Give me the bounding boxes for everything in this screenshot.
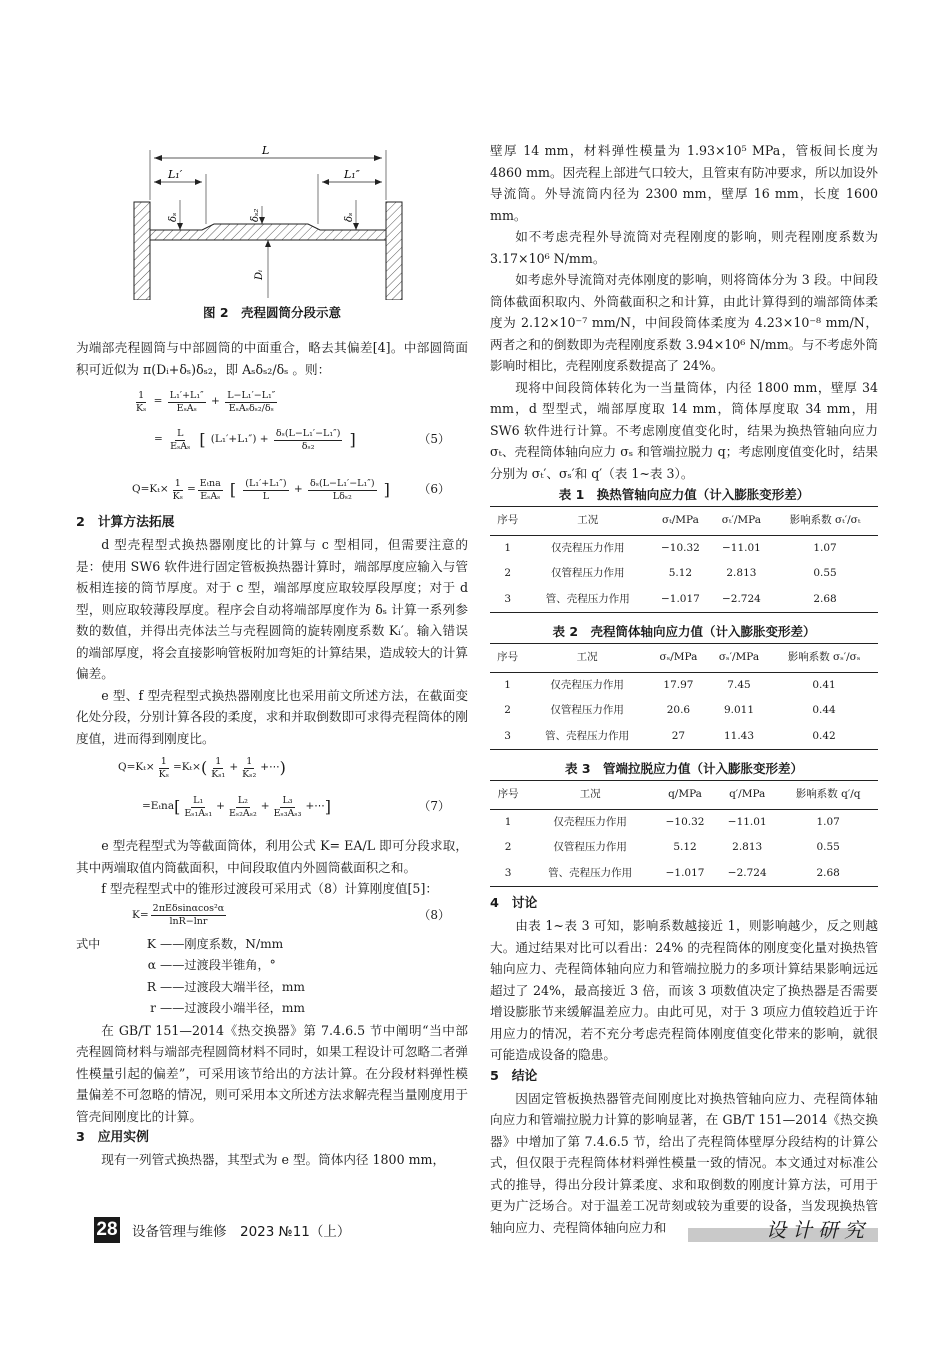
right-tubesheet — [386, 202, 402, 300]
dim-Di: Dᵢ — [254, 269, 265, 280]
table-header: σₜ′/MPa — [711, 507, 772, 536]
table-header: q/MPa — [654, 781, 716, 810]
table-row: 2 仅管程压力作用 5.12 2.813 0.55 — [504, 567, 837, 579]
section-2-heading: 2 计算方法拓展 — [76, 515, 175, 530]
left-p5: 在 GB/T 151—2014《热交换器》第 7.4.6.5 节中阐明“当中部壳程圆筒材料与端部壳程圆筒材料不同时，如果工程设计可忽略二者弹性模量引起的偏差”，可采用该节给出的方法计算。在分段材料弹性模量偏差不可忽略的情况，则可采用本文所述方法求解壳程当量刚度用于管壳间刚度比的计算。 — [76, 1022, 468, 1124]
right-p2: 如不考虑壳程外导流筒对壳程刚度的影响，则壳程刚度系数为 3.17×10⁶ N/mm。 — [490, 229, 878, 266]
symbol: r — [150, 1001, 156, 1015]
left-p4a: e 型壳程型式为等截面筒体，利用公式 K= EA/L 即可分段求取，其中两端取值内筒截面积，中间段取值内外圆筒截面积之和。 — [76, 838, 468, 875]
table-row: 2 仅管程压力作用 5.12 2.813 0.55 — [504, 841, 840, 853]
table-row: 1 仅壳程压力作用 −10.32 −11.01 1.07 — [504, 541, 837, 554]
shell-segment-figure — [76, 140, 468, 300]
figure-caption: 图 2 壳程圆筒分段示意 — [202, 305, 342, 320]
right-p4: 现将中间段筒体转化为一当量筒体，内径 1800 mm，壁厚 34 mm，d 型型式，端部厚度取 14 mm，筒体厚度取 34 mm，用 SW6 软件进行计算。不考虑刚度值变化时，结果为换热管轴向应力 σₜ、壳程筒体轴向应力 σₛ 和管端拉脱力 q；考虑刚度值变化时，结果分别为 σₜ′、σₛ′和 q′（表 1~表 3）。 — [490, 379, 878, 481]
table-header: 工况 — [526, 781, 654, 810]
table-header: σₛ′/MPa — [708, 644, 770, 673]
table-header: σₛ/MPa — [649, 644, 708, 673]
section-banner — [688, 1214, 878, 1244]
table-2 — [490, 643, 878, 750]
symbol: α — [147, 958, 156, 972]
table2-caption: 表 2 壳程筒体轴向应力值（计入膨胀变形差） — [552, 624, 816, 639]
equation-7: Q=Kₜ× $\frac{1}{\text{Kₛ}}$ =Kₜ× ( $\frac{1}{\text{Kₛ₁}}$ + $\frac{1}{\text{Kₛ₂}}$ +⋯ ) =Eₜna [ $\frac{\text{L₁}}{\text{Eₛ₁Aₛ₁}}$ + $\frac{\text{L₂}}{\text{Eₛ₂Aₛ₂}}$ + $\frac{\text{L₃}}{\text{Eₛ₃Aₛ₃}}$ +⋯ ] （7） — [118, 755, 450, 819]
dim-L: L — [262, 144, 270, 157]
section-4-heading: 4 讨论 — [490, 896, 538, 911]
eq6-number: （6） — [418, 482, 450, 497]
right-p1: 壁厚 14 mm，材料弹性模量为 1.93×10⁵ MPa，管板间长度为 4860 mm。因壳程上部进气口较大，且管束有防冲要求，所以加设外导流筒。外导流筒内径为 2300 mm，壁厚 16 mm，长度 1600 mm。 — [490, 143, 878, 223]
dim-L1-double-prime: L₁″ — [344, 168, 360, 181]
table-header: σₜ/MPa — [650, 507, 711, 536]
equation-8: K= $\frac{\text{2πEδsinαcos²α}}{\ln R-\ln r}$ （8） — [132, 903, 450, 927]
table-1 — [490, 506, 878, 613]
table-row: 1 仅壳程压力作用 −10.32 −11.01 1.07 — [504, 815, 840, 828]
symbol-definitions — [76, 934, 468, 1020]
table-row: 3 管、壳程压力作用 27 11.43 0.42 — [490, 724, 878, 750]
where-label: 式中 — [76, 936, 101, 951]
table-header: 工况 — [525, 644, 649, 673]
left-p4b: f 型壳程型式中的锥形过渡段可采用式（8）计算刚度值[5]： — [101, 881, 438, 896]
table-header: 影响系数 σₜ′/σₜ — [772, 507, 878, 536]
table-3 — [490, 780, 878, 887]
right-p3: 如考虑外导流筒对壳体刚度的影响，则将筒体分为 3 段。中间段筒体截面积取内、外筒截面积之和计算，由此计算得到的端部筒体柔度为 2.12×10⁻⁷ mm/N，中间段筒体柔度为 4.23×10⁻⁸ mm/N，两者之和的倒数即为壳程刚度系数 3.94×10⁶ N/mm。与不考虑外筒影响时相比，壳程刚度系数提高了 24%。 — [490, 272, 878, 373]
section-5-heading: 5 结论 — [490, 1068, 538, 1084]
dim-delta-s-right: δₛ — [344, 212, 355, 222]
table-row: 3 管、壳程压力作用 −1.017 −2.724 2.68 — [490, 587, 878, 613]
equation-6: Q=Kₜ× $\frac{1}{\text{Kₛ}}$ = $\frac{\text{Eₜna}}{\text{EₛAₛ}}$ [ $\frac{\text{(L₁′+L₁″)}}{L}$ + $\frac{\text{δₛ(L−L₁′−L₁″)}}{\text{Lδₛ₂}}$ ] （6） — [132, 477, 450, 502]
dim-L1-prime: L₁′ — [168, 168, 183, 181]
left-column — [76, 337, 468, 1171]
right-column — [490, 140, 878, 1238]
symbol-desc: ——过渡段小端半径，mm — [160, 1001, 305, 1015]
table-header: 工况 — [525, 507, 650, 536]
table-row: 2 仅管程压力作用 20.6 9.011 0.44 — [504, 704, 836, 716]
table-row: 3 管、壳程压力作用 −1.017 −2.724 2.68 — [490, 861, 878, 887]
left-p3: e 型、f 型壳程型式换热器刚度比也采用前文所述方法，在截面变化处分段，分别计算各段的柔度，求和并取倒数即可求得壳程筒体的刚度值，进而得到刚度比。 — [76, 687, 468, 746]
table-header: 序号 — [490, 507, 525, 536]
table-header: 影响系数 q′/q — [778, 781, 878, 810]
symbol: R — [146, 979, 156, 994]
left-p2: d 型壳程型式换热器刚度比的计算与 c 型相同，但需要注意的是：使用 SW6 软件进行固定管板换热器计算时，端部厚度应输入与管板相连接的筒节厚度。对于 c 型，端部厚度应取较厚段厚度；对于 d 型，则应取较薄段厚度。程序会自动将端部厚度作为 δₛ 计算一系列参数的数值，并得出壳体法兰与壳程圆筒的旋转刚度系数 Kᵢ′。输入错误的端部厚度，将会直接影响管板附加弯矩的计算结果，造成较大的计算偏差。 — [76, 537, 468, 681]
table1-caption: 表 1 换热管轴向应力值（计入膨胀变形差） — [558, 487, 810, 502]
eq8-number: （8） — [418, 907, 450, 922]
dim-delta-s2: δₛ₂ — [250, 208, 261, 222]
symbol-desc: ——过渡段大端半径，mm — [160, 979, 305, 994]
table3-caption: 表 3 管端拉脱应力值（计入膨胀变形差） — [564, 761, 804, 776]
shell-wall — [150, 224, 386, 240]
table-header: q′/MPa — [716, 781, 778, 810]
table-row: 1 仅壳程压力作用 17.97 7.45 0.41 — [504, 678, 836, 691]
eq7-number: （7） — [418, 799, 450, 814]
section-banner-text: 设计研究 — [766, 1218, 870, 1242]
page-number: 28 — [94, 1217, 120, 1243]
symbol-desc: ——刚度系数，N/mm — [160, 936, 284, 951]
table-header: 序号 — [490, 781, 526, 810]
journal-info: 设备管理与维修 2023 №11（上） — [132, 1224, 351, 1240]
left-p1: 为端部壳程圆筒与中部圆筒的中面重合，略去其偏差[4]。中部圆筒面积可近似为 π(Dᵢ+δₛ)δₛ₂，即 Aₛδₛ₂/δₛ 。则： — [76, 340, 468, 377]
section-3-heading: 3 应用实例 — [76, 1130, 149, 1145]
table-header: 影响系数 σₛ′/σₛ — [770, 644, 878, 673]
left-p6: 现有一列管式换热器，其型式为 e 型。筒体内径 1800 mm， — [101, 1152, 446, 1167]
eq5-number: （5） — [418, 432, 450, 447]
right-p5: 由表 1~表 3 可知，影响系数越接近 1，则影响越少，反之则越大。通过结果对比可以看出：24% 的壳程筒体的刚度变化量对换热管轴向应力、壳程筒体轴向应力和管端拉脱力的多项计算结果影响远远超过了 24%，最高接近 3 倍，而该 3 项数值决定了换热器是否需要增设膨胀节来缓解温差应力。由此可见，对于 3 项应力值较趋近于许用应力的情况，若不充分考虑壳程筒体刚度值变化带来的影响，就很可能造成设备的隐患。 — [490, 918, 878, 1062]
left-tubesheet — [134, 202, 150, 300]
symbol-desc: ——过渡段半锥角，° — [160, 958, 276, 972]
equation-5: $\frac{1}{\text{Kₛ}}$ = $\frac{\text{L₁′+L₁″}}{\text{EₛAₛ}}$ + $\frac{\text{L−L₁′−L₁″}}{\text{EₛAₛδₛ₂/δₛ}}$ = $\frac{L}{\text{EₛAₛ}}$ [ (L₁′+L₁″) + $\frac{\text{δₛ(L−L₁′−L₁″)}}{\text{δₛ₂}}$ ] （5） — [136, 389, 450, 452]
right-p6: 因固定管板换热器管壳间刚度比对换热管轴向应力、壳程筒体轴向应力和管端拉脱力计算的影响显著，在 GB/T 151—2014《热交换器》中增加了第 7.4.6.5 节，给出了壳程筒体壁厚分段结构的计算公式，但仅限于壳程筒体材料弹性模量一致的情况。本文通过对标准公式的推导，得出分段计算柔度、求和取倒数的刚度计算方法，可用于更为广泛场合。对于温差工况苛刻或较为重要的设备，当发现换热管轴向应力、壳程筒体轴向应力和 — [490, 1090, 878, 1235]
dim-delta-s-left: δₛ — [168, 212, 179, 222]
table-header: 序号 — [490, 644, 525, 673]
symbol: K — [146, 936, 156, 951]
